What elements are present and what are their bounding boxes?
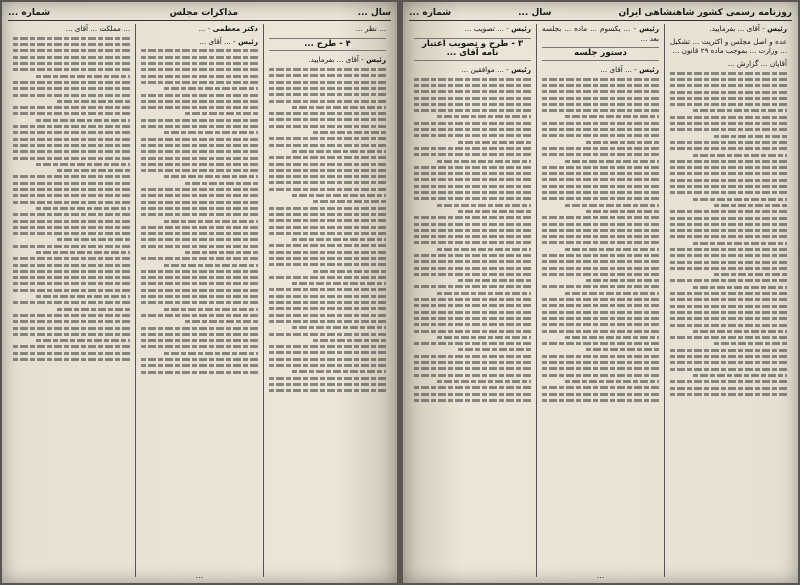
paragraph bbox=[13, 24, 130, 34]
paragraph-text: ... آقای ... bbox=[199, 36, 231, 46]
paragraph-text: ... تصویب ... bbox=[464, 24, 504, 33]
paragraph bbox=[269, 24, 386, 34]
illegible-body-text bbox=[13, 37, 130, 361]
right-page-header bbox=[409, 6, 792, 21]
section-heading: ۳ - طرح و تصویب اعتبار نامه آقای ... bbox=[414, 38, 531, 61]
left-header-right: سال ... bbox=[357, 8, 391, 18]
section-heading: دستور جلسه bbox=[542, 47, 659, 61]
left-header-center: مذاکرات مجلس bbox=[169, 8, 239, 18]
left-page-columns bbox=[8, 24, 391, 577]
left-page bbox=[2, 2, 397, 583]
paragraph: رئیس - آقای ... بفرمایید. bbox=[308, 55, 386, 65]
right-header-center: سال ... bbox=[518, 8, 552, 18]
right-header-right: روزنامه رسمی کشور شاهنشاهی ایران bbox=[618, 8, 792, 18]
newspaper-spread bbox=[2, 2, 798, 583]
paragraph: رئیس - ... آقای ... bbox=[199, 36, 258, 46]
right-page-columns bbox=[409, 24, 792, 577]
paragraph-text: ... bbox=[198, 24, 206, 33]
speaker-name: رئیس bbox=[511, 64, 531, 74]
speaker-name: رئیس bbox=[511, 24, 531, 33]
paragraph-text: عده و اصل مجلس و اکثریت ... تشکیل ... وزارت ... بموجب ماده ۲۹ قانون ... bbox=[670, 36, 787, 56]
illegible-body-text bbox=[414, 78, 531, 402]
paragraph: رئیس - ... تصویب ... bbox=[464, 24, 531, 33]
section-heading: ۴ - طرح ... bbox=[269, 38, 386, 52]
illegible-body-text bbox=[542, 78, 659, 402]
left-page-header bbox=[8, 6, 391, 21]
left-page-number: ... bbox=[195, 571, 204, 580]
paragraph: رئیس - ... موافقین ... bbox=[461, 64, 531, 74]
speaker-name: رئیس bbox=[639, 24, 659, 33]
paragraph-text: آقای ... بفرمایید. bbox=[709, 24, 760, 33]
speaker-name: دکتر معظمی bbox=[212, 24, 258, 33]
illegible-body-text bbox=[670, 72, 787, 396]
paragraph-text: ... مملکت ... آقای ... bbox=[65, 24, 130, 33]
paragraph-text: ... موافقین ... bbox=[461, 64, 504, 74]
right-page-number: ... bbox=[596, 571, 605, 580]
paragraph bbox=[670, 37, 787, 56]
text-column bbox=[263, 24, 391, 577]
paragraph bbox=[670, 59, 787, 69]
speaker-name: رئیس bbox=[639, 64, 659, 74]
right-header-left: شماره ... bbox=[409, 8, 452, 18]
paragraph-text: آقایان ... گزارش ... bbox=[727, 58, 787, 68]
speaker-name: رئیس bbox=[366, 55, 386, 65]
text-column bbox=[8, 24, 135, 577]
left-header-left: شماره ... bbox=[8, 8, 51, 18]
paragraph: رئیس - ... آقای ... bbox=[600, 64, 659, 74]
illegible-body-text bbox=[141, 49, 258, 373]
paragraph-text: آقای ... بفرمایید. bbox=[308, 55, 359, 65]
text-column bbox=[536, 24, 664, 577]
text-column bbox=[664, 24, 792, 577]
speaker-name: رئیس bbox=[767, 24, 787, 33]
paragraph: رئیس - آقای ... بفرمایید. bbox=[709, 24, 787, 33]
paragraph-text: ... نظر ... bbox=[355, 24, 386, 33]
paragraph: دکتر معظمی - ... bbox=[198, 24, 258, 33]
paragraph-text: ... یکسوم ... ماده ... بجلسه بعد ... bbox=[542, 24, 659, 43]
paragraph: رئیس - ... یکسوم ... ماده ... بجلسه بعد ... bbox=[542, 24, 659, 43]
illegible-body-text bbox=[269, 68, 386, 392]
text-column bbox=[409, 24, 536, 577]
paragraph-text: ... آقای ... bbox=[600, 64, 632, 74]
right-page bbox=[403, 2, 798, 583]
speaker-name: رئیس bbox=[238, 36, 258, 46]
text-column bbox=[135, 24, 263, 577]
